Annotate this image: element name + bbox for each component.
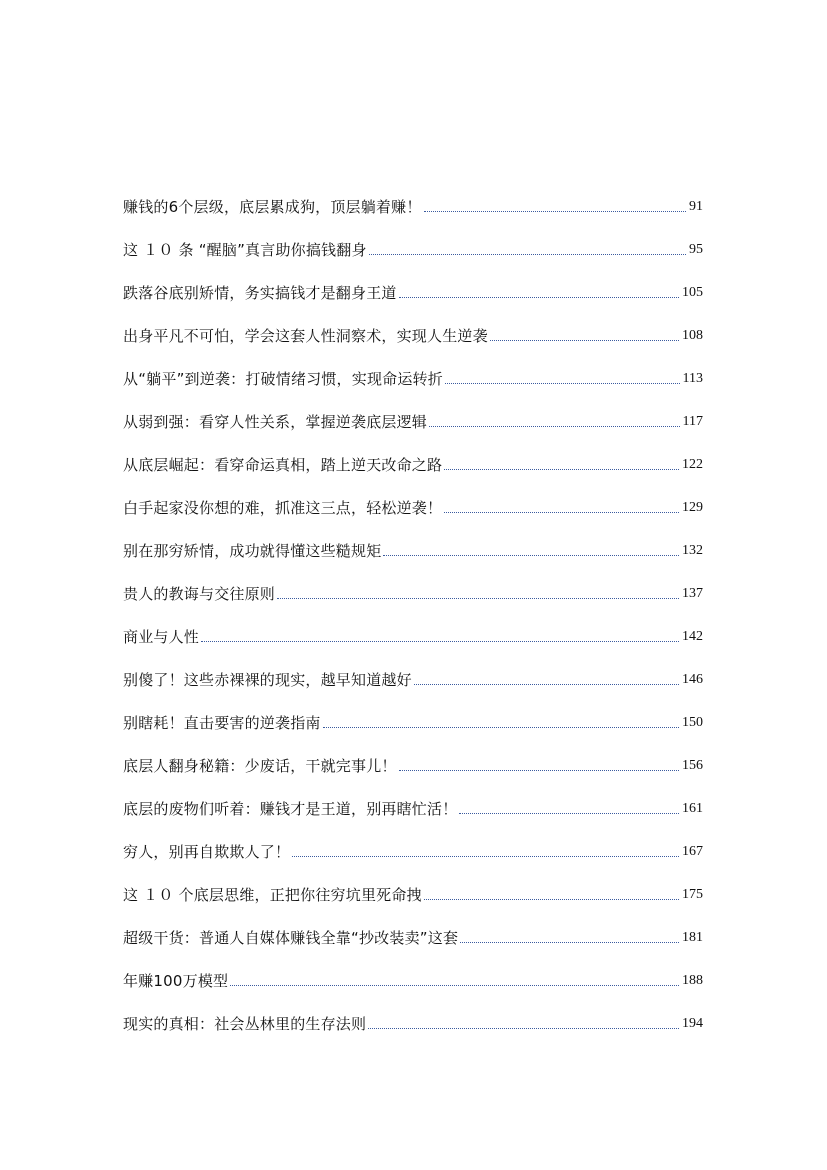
toc-entry[interactable] bbox=[123, 948, 703, 991]
toc-entry-page: 150 bbox=[682, 715, 703, 730]
toc-entry[interactable] bbox=[123, 346, 703, 389]
toc-entry-title: 别在那穷矫情，成功就得懂这些糙规矩 bbox=[123, 542, 382, 560]
toc-entry-page: 161 bbox=[682, 801, 703, 816]
dot-leader bbox=[444, 468, 679, 470]
toc-entry[interactable] bbox=[123, 819, 703, 862]
toc-entry-page: 181 bbox=[682, 930, 703, 945]
dot-leader bbox=[277, 597, 679, 599]
toc-entry-page: 105 bbox=[682, 285, 703, 300]
toc-entry-page: 129 bbox=[682, 500, 703, 515]
dot-leader bbox=[399, 296, 679, 298]
toc-entry[interactable] bbox=[123, 260, 703, 303]
dot-leader bbox=[460, 941, 679, 943]
dot-leader bbox=[201, 640, 679, 642]
toc-entry-title: 跌落谷底别矫情，务实搞钱才是翻身王道 bbox=[123, 284, 397, 302]
toc-entry[interactable] bbox=[123, 217, 703, 260]
toc-entry-page: 188 bbox=[682, 973, 703, 988]
toc-entry-page: 156 bbox=[682, 758, 703, 773]
table-of-contents bbox=[123, 174, 703, 1034]
toc-entry-title: 底层人翻身秘籍：少废话，干就完事儿！ bbox=[123, 757, 397, 775]
toc-entry-page: 137 bbox=[682, 586, 703, 601]
dot-leader bbox=[368, 1027, 679, 1029]
dot-leader bbox=[369, 253, 686, 255]
toc-entry-page: 146 bbox=[682, 672, 703, 687]
dot-leader bbox=[414, 683, 679, 685]
toc-entry-title: 白手起家没你想的难，抓准这三点，轻松逆袭！ bbox=[123, 499, 443, 517]
toc-entry[interactable] bbox=[123, 991, 703, 1034]
toc-entry-page: 167 bbox=[682, 844, 703, 859]
toc-entry[interactable] bbox=[123, 389, 703, 432]
dot-leader bbox=[230, 984, 679, 986]
toc-entry-page: 95 bbox=[689, 242, 703, 257]
toc-entry[interactable] bbox=[123, 862, 703, 905]
toc-entry[interactable] bbox=[123, 776, 703, 819]
toc-entry-page: 175 bbox=[682, 887, 703, 902]
dot-leader bbox=[424, 898, 679, 900]
toc-entry[interactable] bbox=[123, 647, 703, 690]
toc-entry-page: 108 bbox=[682, 328, 703, 343]
dot-leader bbox=[424, 210, 686, 212]
toc-entry-page: 117 bbox=[682, 414, 703, 429]
toc-entry-title: 出身平凡不可怕，学会这套人性洞察术，实现人生逆袭 bbox=[123, 327, 488, 345]
toc-entry-title: 从弱到强：看穿人性关系，掌握逆袭底层逻辑 bbox=[123, 413, 428, 431]
toc-entry[interactable] bbox=[123, 432, 703, 475]
toc-entry-page: 142 bbox=[682, 629, 703, 644]
toc-entry-title: 超级干货：普通人自媒体赚钱全靠“抄改装卖”这套 bbox=[123, 929, 459, 947]
toc-entry-title: 赚钱的6个层级，底层累成狗，顶层躺着赚！ bbox=[123, 198, 422, 216]
toc-entry-title: 贵人的教诲与交往原则 bbox=[123, 585, 276, 603]
toc-entry[interactable] bbox=[123, 604, 703, 647]
dot-leader bbox=[323, 726, 679, 728]
toc-entry-title: 从底层崛起：看穿命运真相，踏上逆天改命之路 bbox=[123, 456, 443, 474]
dot-leader bbox=[459, 812, 679, 814]
toc-entry-title: 商业与人性 bbox=[123, 628, 200, 646]
toc-entry-title: 从“躺平”到逆袭：打破情绪习惯，实现命运转折 bbox=[123, 370, 443, 388]
toc-entry[interactable] bbox=[123, 733, 703, 776]
dot-leader bbox=[399, 769, 679, 771]
dot-leader bbox=[490, 339, 679, 341]
toc-entry[interactable] bbox=[123, 518, 703, 561]
dot-leader bbox=[444, 511, 679, 513]
toc-entry[interactable] bbox=[123, 475, 703, 518]
toc-entry-page: 132 bbox=[682, 543, 703, 558]
toc-entry-page: 113 bbox=[682, 371, 703, 386]
toc-entry-title: 穷人，别再自欺欺人了！ bbox=[123, 843, 291, 861]
toc-entry-title: 别傻了！这些赤裸裸的现实，越早知道越好 bbox=[123, 671, 412, 689]
toc-entry[interactable] bbox=[123, 690, 703, 733]
dot-leader bbox=[292, 855, 679, 857]
dot-leader bbox=[445, 382, 680, 384]
toc-entry[interactable] bbox=[123, 174, 703, 217]
toc-entry-title: 别瞎耗！直击要害的逆袭指南 bbox=[123, 714, 321, 732]
toc-entry[interactable] bbox=[123, 561, 703, 604]
toc-entry-page: 194 bbox=[682, 1016, 703, 1031]
toc-entry-title: 现实的真相：社会丛林里的生存法则 bbox=[123, 1015, 367, 1033]
toc-entry-page: 122 bbox=[682, 457, 703, 472]
dot-leader bbox=[429, 425, 680, 427]
toc-entry[interactable] bbox=[123, 303, 703, 346]
toc-entry[interactable] bbox=[123, 905, 703, 948]
toc-entry-title: 年赚100万模型 bbox=[123, 972, 229, 990]
toc-entry-title: 这 １０ 条 “醒脑”真言助你搞钱翻身 bbox=[123, 241, 367, 259]
toc-entry-page: 91 bbox=[689, 199, 703, 214]
toc-entry-title: 底层的废物们听着：赚钱才是王道，别再瞎忙活！ bbox=[123, 800, 458, 818]
toc-entry-title: 这 １０ 个底层思维，正把你往穷坑里死命拽 bbox=[123, 886, 422, 904]
dot-leader bbox=[383, 554, 679, 556]
